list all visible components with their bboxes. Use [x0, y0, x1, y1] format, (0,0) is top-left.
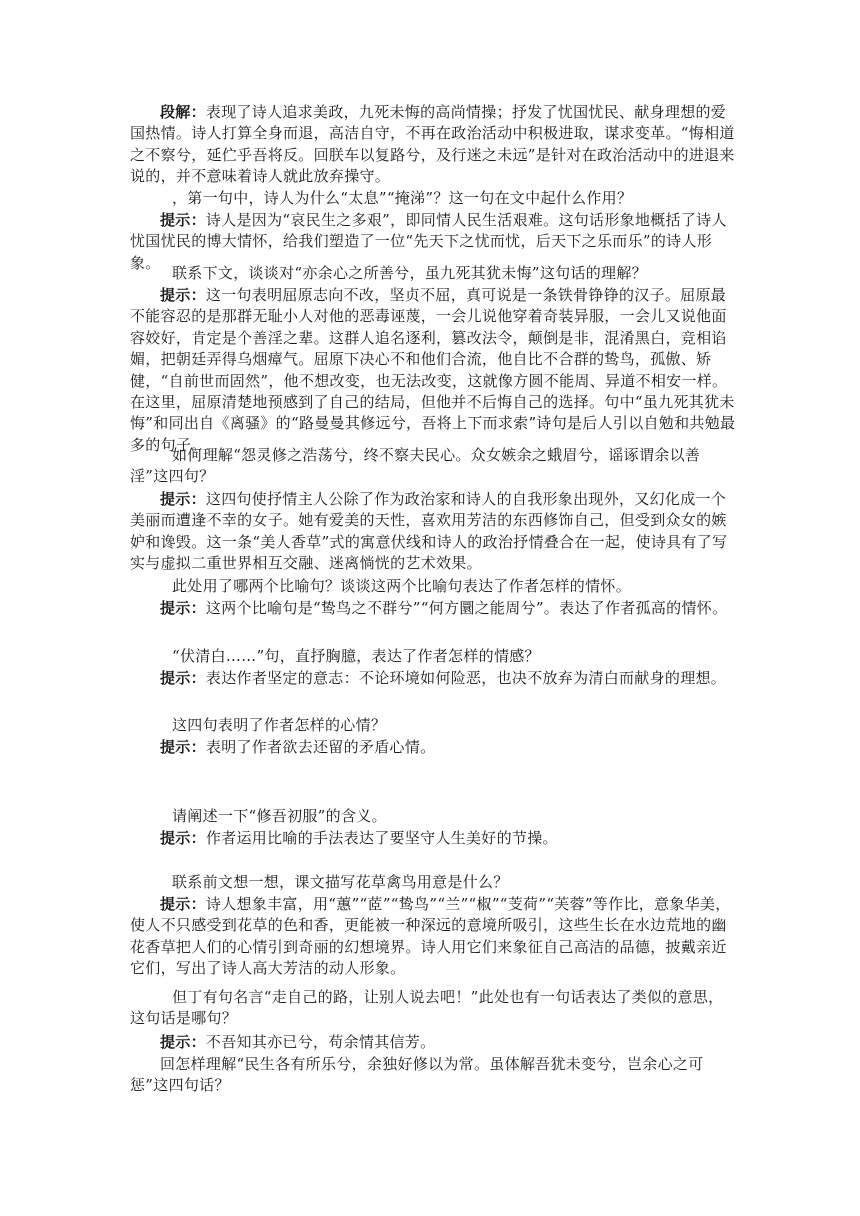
question-flowers	[130, 872, 736, 893]
question-flowers-text: 联系前文想一想，课文描写花草禽鸟用意是什么？	[172, 873, 509, 891]
hint-text: 这两个比喻句是“鸷鸟之不群兮”“何方圜之能周兮”。表达了作者孤高的情怀。	[205, 599, 728, 617]
question-mood-text: 这四句表明了作者怎样的心情？	[172, 716, 387, 734]
question-minsheng-text: 回怎样理解“民生各有所乐兮，余独好修以为常。虽体解吾犹未变兮，岂余心之可惩”这四句话？	[130, 1055, 704, 1095]
question-qingbai-text: “伏清白……”句，直抒胸臆，表达了作者怎样的情感？	[172, 647, 540, 665]
hint-dante	[130, 1032, 736, 1053]
hint-label: 提示：	[160, 895, 206, 913]
hint-text: 表明了作者欲去还留的矛盾心情。	[205, 738, 436, 756]
hint-text: 不吾知其亦已兮，苟余情其信芳。	[205, 1033, 436, 1051]
question-qingbai	[130, 646, 736, 667]
question-sigh	[130, 188, 736, 209]
hint-text: 表达作者坚定的意志：不论环境如何险恶，也决不放弃为清白而献身的理想。	[205, 669, 727, 687]
hint-label: 提示：	[160, 286, 206, 304]
hint-metaphors	[130, 598, 736, 619]
hint-label: 提示：	[160, 829, 206, 847]
hint-nine-deaths	[130, 285, 736, 456]
hint-label: 提示：	[160, 490, 206, 508]
question-minsheng	[130, 1054, 736, 1097]
question-mood	[130, 715, 736, 736]
question-dante-text: 但丁有句名言“走自己的路，让别人说去吧！”此处也有一句话表达了类似的意思，这句话是哪句？	[130, 988, 724, 1028]
question-four-lines	[130, 445, 736, 488]
hint-label: 提示：	[160, 211, 206, 229]
question-sigh-text: ，第一句中，诗人为什么“太息”“掩涕”？这一句在文中起什么作用？	[172, 189, 633, 207]
hint-four-lines	[130, 489, 736, 575]
question-metaphors-text: 此处用了哪两个比喻句？谈谈这两个比喻句表达了作者怎样的情怀。	[172, 577, 632, 595]
hint-text: 作者运用比喻的手法表达了要坚守人生美好的节操。	[205, 829, 558, 847]
hint-text: 诗人想象丰富，用“蕙”“茝”“鸷鸟”“兰”“椒”“芰荷”“芙蓉”等作比，意象华美，使人不只感受到花草的色和香，更能被一种深远的意境所吸引，这些生长在水边荒地的幽花香草把人们的心情引到奇丽的幻想境界。诗人用它们来象征自己高洁的品德，披戴亲近它们，写出了诗人高大芳洁的动人形象。	[130, 895, 731, 978]
hint-label: 提示：	[160, 1033, 206, 1051]
paragraph-section-analysis	[130, 102, 736, 188]
question-metaphors	[130, 576, 736, 597]
label-section-analysis: 段解：	[160, 103, 206, 121]
question-nine-deaths-text: 联系下文，谈谈对“亦余心之所善兮，虽九死其犹未悔”这句话的理解？	[172, 264, 647, 282]
hint-text: 诗人是因为“哀民生之多艰”，即同情人民生活艰难。这句话形象地概括了诗人忧国忧民的博大情怀，给我们塑造了一位“先天下之忧而忧，后天下之乐而乐”的诗人形象。	[130, 211, 727, 272]
hint-qingbai	[130, 668, 736, 689]
question-four-lines-text: 如何理解“怨灵修之浩荡兮，终不察夫民心。众女嫉余之蛾眉兮，谣诼谓余以善淫”这四句？	[130, 446, 701, 486]
hint-flowers	[130, 894, 736, 980]
question-chufu-text: 请阐述一下“修吾初服”的含义。	[172, 807, 387, 825]
hint-mood	[130, 737, 736, 758]
hint-chufu	[130, 828, 736, 849]
hint-text: 这四句使抒情主人公除了作为政治家和诗人的自我形象出现外，又幻化成一个美丽而遭逢不幸的女子。她有爱美的天性，喜欢用芳洁的东西修饰自己，但受到众女的嫉妒和谗毁。这一条“美人香草”式的寓意伏线和诗人的政治抒情叠合在一起，使诗具有了写实与虚拟二重世界相互交融、迷离惝恍的艺术效果。	[130, 490, 728, 573]
text-section-analysis: 表现了诗人追求美政，九死未悔的高尚情操；抒发了忧国忧民、献身理想的爱国热情。诗人打算全身而退，高洁自守，不再在政治活动中积极进取，谋求变革。“悔相道之不察兮，延伫乎吾将反。回朕车以复路兮，及行迷之未远”是针对在政治活动中的进退来说的，并不意味着诗人就此放弃操守。	[130, 103, 735, 186]
hint-label: 提示：	[160, 738, 206, 756]
hint-label: 提示：	[160, 599, 206, 617]
hint-label: 提示：	[160, 669, 206, 687]
question-dante	[130, 987, 736, 1030]
question-nine-deaths	[130, 263, 736, 284]
hint-text: 这一句表明屈原志向不改，坚贞不屈，真可说是一条铁骨铮铮的汉子。屈原最不能容忍的是那群无耻小人对他的恶毒诬蔑，一会儿说他穿着奇装异服，一会儿又说他面容姣好，肯定是个善淫之辈。这群人追名逐利，篡改法令，颠倒是非，混淆黑白，竞相谄媚，把朝廷弄得乌烟瘴气。屈原下决心不和他们合流，他自比不合群的鸷鸟，孤傲、矫健，“自前世而固然”，他不想改变，也无法改变，这就像方圆不能周、异道不相安一样。在这里，屈原清楚地预感到了自己的结局，但他并不后悔自己的选择。句中“虽九死其犹未悔”和同出自《离骚》的“路曼曼其修远兮，吾将上下而求索”诗句是后人引以自勉和共勉最多的句子。	[130, 286, 736, 454]
question-chufu	[130, 806, 736, 827]
